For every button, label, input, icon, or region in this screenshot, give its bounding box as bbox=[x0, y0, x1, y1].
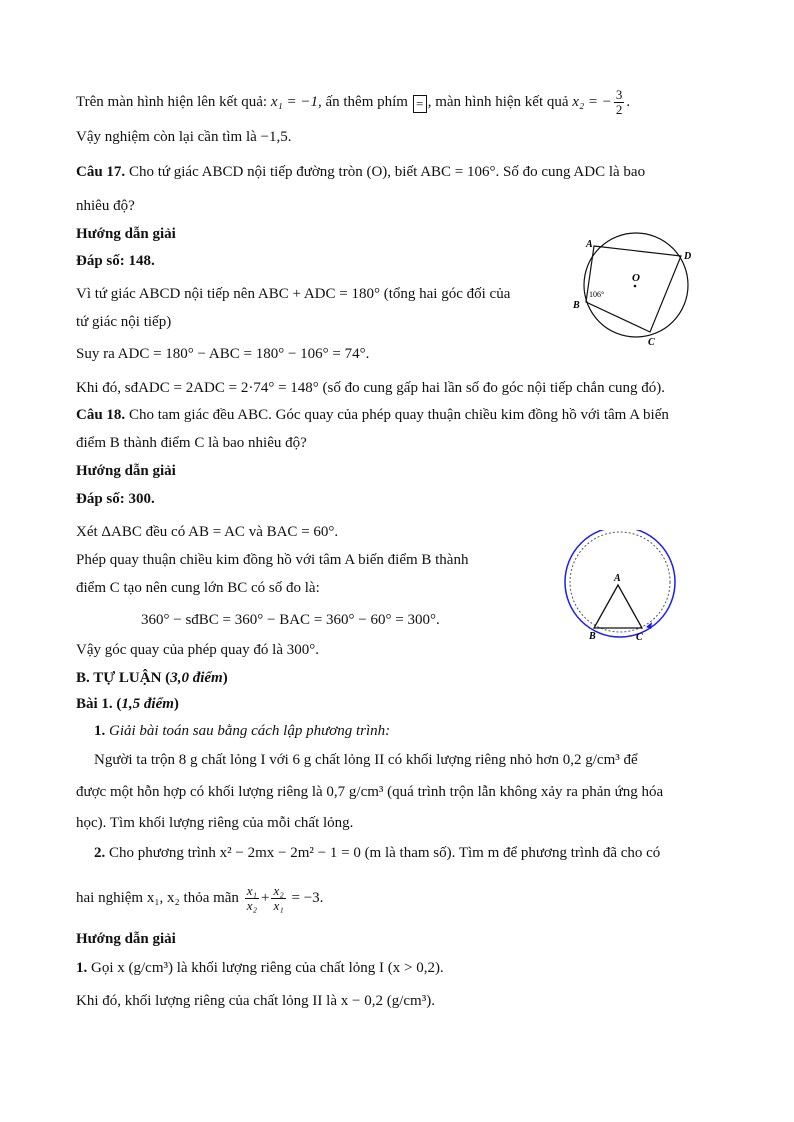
cyclic-quadrilateral-figure bbox=[570, 230, 710, 350]
label-a: A bbox=[614, 573, 621, 584]
text: Trên màn hình hiện lên kết quả: bbox=[76, 93, 268, 110]
solution-18-line-4: 360° − sđBC = 360° − BAC = 360° − 60° = 300°. bbox=[141, 612, 440, 628]
problem-1-intro: 1. Giải bài toán sau bằng cách lập phương trình: bbox=[94, 723, 391, 739]
question-18-cont: điểm B thành điểm C là bao nhiêu độ? bbox=[76, 435, 307, 451]
remaining-root: Vậy nghiệm còn lại cần tìm là −1,5. bbox=[76, 129, 292, 145]
problem-2-condition: hai nghiệm x₁, x₂ thỏa mãn $\frac{\text{x₁}}{\text{x₂}}$ + $\frac{\text{x₂}}{\text{x₁}}$ = −3. bbox=[76, 883, 324, 913]
problem-1-line-3: học). Tìm khối lượng riêng của mỗi chất lỏng. bbox=[76, 815, 354, 831]
problem-1-line-1: Người ta trộn 8 g chất lỏng I với 6 g chất lỏng II có khối lượng riêng nhỏ hơn 0,2 g/cm³ để bbox=[94, 752, 638, 768]
label-d: D bbox=[684, 251, 692, 262]
question-18 bbox=[76, 405, 669, 425]
result-line: Trên màn hình hiện lên kết quả: x₁ = −1, ấn thêm phím = , màn hình hiện kết quả x₂ = − $\frac{3}{2}$ . bbox=[76, 87, 631, 117]
math: x₁ = −1, bbox=[270, 93, 322, 110]
solution-1-line-2: Khi đó, khối lượng riêng của chất lỏng II là x − 0,2 (g/cm³). bbox=[76, 993, 435, 1009]
label-c: C bbox=[648, 337, 655, 348]
part-b-heading: B. TỰ LUẬN (3,0 điểm) bbox=[76, 670, 228, 686]
label-b: B bbox=[589, 631, 596, 642]
solution-17-line-4: Khi đó, sđADC = 2ADC = 2·74° = 148° (số đo cung gấp hai lần số đo góc nội tiếp chắn cung đó). bbox=[76, 380, 665, 396]
solution-17-line-3: Suy ra ADC = 180° − ABC = 180° − 106° = 74°. bbox=[76, 346, 370, 362]
problem-2: 2. Cho phương trình x² − 2mx − 2m² − 1 = 0 (m là tham số). Tìm m để phương trình đã cho có bbox=[94, 845, 661, 861]
solution-heading: Hướng dẫn giải bbox=[76, 226, 176, 242]
question-17 bbox=[76, 162, 645, 182]
equilateral-triangle bbox=[594, 585, 642, 628]
solution-heading: Hướng dẫn giải bbox=[76, 931, 176, 947]
circle-o bbox=[584, 233, 688, 337]
question-label: Câu 18. bbox=[76, 407, 126, 423]
solution-heading: Hướng dẫn giải bbox=[76, 463, 176, 479]
question-text: Cho tam giác đều ABC. Góc quay của phép quay thuận chiều kim đồng hồ với tâm A biến bbox=[128, 407, 669, 423]
solution-18-line-2: Phép quay thuận chiều kim đồng hồ với tâm A biến điểm B thành bbox=[76, 552, 469, 568]
arrow-icon bbox=[646, 622, 652, 629]
text: màn hình hiện kết quả bbox=[435, 93, 569, 110]
math: x₂ = − bbox=[572, 93, 612, 110]
solution-17-line-1: Vì tứ giác ABCD nội tiếp nên ABC + ADC = 180° (tổng hai góc đối của bbox=[76, 286, 511, 302]
solution-1-line-1: 1. Gọi x (g/cm³) là khối lượng riêng của chất lỏng I (x > 0,2). bbox=[76, 960, 444, 976]
solution-18-line-3: điểm C tạo nên cung lớn BC có số đo là: bbox=[76, 580, 320, 596]
answer-17: Đáp số: 148. bbox=[76, 253, 155, 269]
question-text: Cho tứ giác ABCD nội tiếp đường tròn (O), biết ABC = 106°. Số đo cung ADC là bao bbox=[128, 164, 646, 180]
solution-18-line-1: Xét ΔABC đều có AB = AC và BAC = 60°. bbox=[76, 524, 339, 540]
bai-1-heading: Bài 1. (1,5 điểm) bbox=[76, 696, 179, 712]
problem-1-line-2: được một hỗn hợp có khối lượng riêng là 0,7 g/cm³ (quá trình trộn lẫn không xảy ra phản ứng hóa bbox=[76, 784, 664, 800]
fraction: $\frac{3}{2}$ bbox=[615, 87, 623, 117]
solution-18-line-5: Vậy góc quay của phép quay đó là 300°. bbox=[76, 642, 320, 658]
label-o: O bbox=[632, 272, 640, 284]
text: ấn thêm phím bbox=[325, 93, 408, 110]
label-a: A bbox=[586, 239, 593, 250]
solution-17-line-2: tứ giác nội tiếp) bbox=[76, 314, 172, 330]
equals-key-icon: = bbox=[413, 95, 427, 113]
label-b: B bbox=[573, 300, 580, 311]
quadrilateral-abcd bbox=[586, 246, 681, 332]
rotation-figure bbox=[558, 530, 688, 645]
answer-18: Đáp số: 300. bbox=[76, 491, 155, 507]
question-17-cont: nhiêu độ? bbox=[76, 198, 135, 214]
question-label: Câu 17. bbox=[76, 164, 126, 180]
center-dot bbox=[634, 285, 637, 288]
label-c: C bbox=[636, 632, 643, 643]
angle-label: 106° bbox=[589, 290, 605, 299]
